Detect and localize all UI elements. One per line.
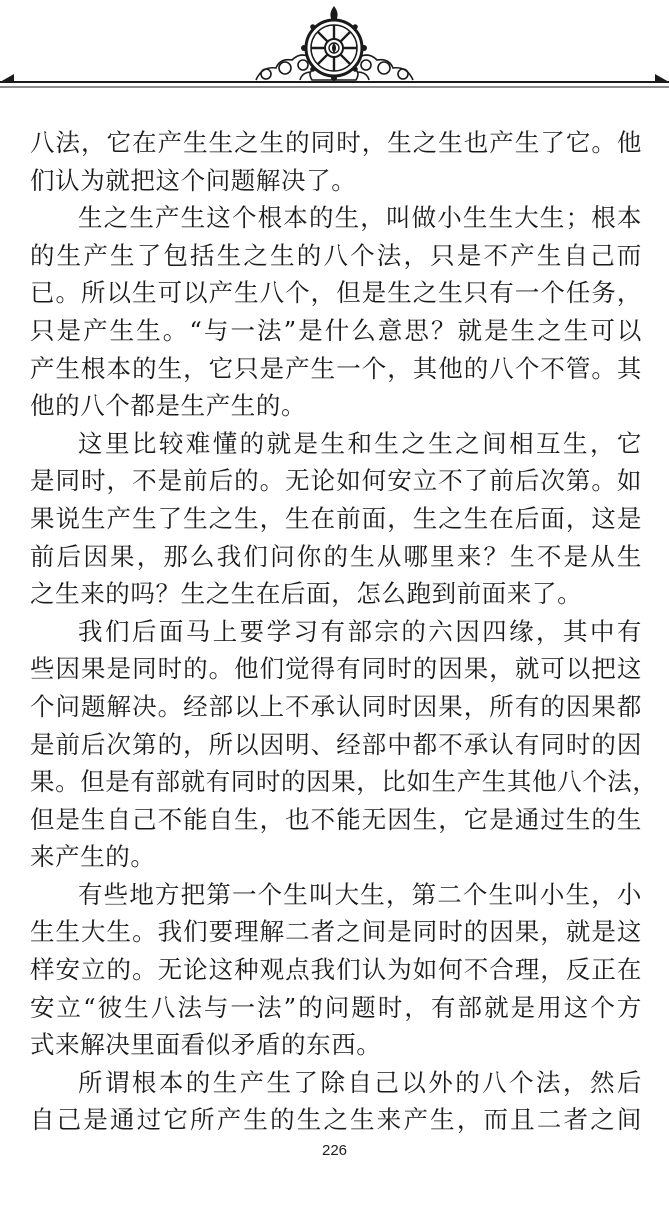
text-line: 前后因果，那么我们问你的生从哪里来？生不是从生	[30, 541, 642, 571]
text-line: 是同时，不是前后的。无论如何安立不了前后次第。如	[30, 466, 642, 496]
text-line: 个问题解决。经部以上不承认同时因果，所有的因果都	[30, 691, 642, 721]
text-line: 他的八个都是生产生的。	[30, 391, 307, 421]
text-line: 所谓根本的生产生了除自己以外的八个法，然后	[78, 1067, 642, 1097]
paragraph	[30, 1064, 642, 1139]
page-body	[30, 124, 658, 1139]
text-line: 八法，它在产生生之生的同时，生之生也产生了它。他	[30, 128, 642, 157]
text-line: 式来解决里面看似矛盾的东西。	[30, 1030, 382, 1060]
text-line: 果说生产生了生之生，生在前面，生之生在后面，这是	[30, 503, 642, 533]
paragraph	[30, 124, 642, 199]
text-line: 的生产生了包括生之生的八个法，只是不产生自己而	[30, 240, 642, 270]
text-line: 这里比较难懂的就是生和生之生之间相互生，它	[78, 428, 642, 458]
text-line: 生生大生。我们要理解二者之间是同时的因果，就是这	[30, 917, 642, 947]
text-line: 些因果是同时的。他们觉得有同时的因果，就可以把这	[30, 654, 642, 684]
text-line: 产生根本的生，它只是产生一个，其他的八个不管。其	[30, 353, 642, 383]
text-line: 我们后面马上要学习有部宗的六因四缘，其中有	[78, 616, 642, 646]
text-line: 有些地方把第一个生叫大生，第二个生叫小生，小	[78, 879, 642, 909]
text-line: 来产生的。	[30, 842, 156, 872]
text-line: 是前后次第的，所以因明、经部中都不承认有同时的因	[30, 729, 642, 759]
text-line: 只是产生生。“与一法”是什么意思？就是生之生可以	[30, 315, 642, 345]
cloud-scroll-left-icon	[256, 55, 314, 80]
paragraph	[30, 199, 642, 425]
page-number: 226	[321, 1142, 348, 1159]
paragraph	[30, 876, 642, 1064]
text-line: 们认为就把这个问题解决了。	[30, 165, 357, 195]
text-line: 果。但是有部就有同时的因果，比如生产生其他八个法，	[30, 767, 658, 797]
dharma-wheel-icon	[301, 6, 367, 81]
text-line: 自己是通过它所产生的生之生来产生，而且二者之间	[30, 1105, 642, 1135]
text-line: 生之生产生这个根本的生，叫做小生生大生；根本	[78, 203, 642, 233]
text-line: 安立“彼生八法与一法”的问题时，有部就是用这个方	[30, 992, 642, 1022]
cloud-scroll-right-icon	[355, 55, 413, 80]
text-line: 样安立的。无论这种观点我们认为如何不合理，反正在	[30, 955, 642, 985]
text-line: 但是生自己不能自生，也不能无因生，它是通过生的生	[30, 804, 642, 834]
paragraph	[30, 613, 658, 876]
header-ornament	[0, 0, 669, 110]
paragraph	[30, 425, 642, 613]
text-line: 已。所以生可以产生八个，但是生之生只有一个任务，	[30, 278, 642, 308]
text-line: 之生来的吗？生之生在后面，怎么跑到前面来了。	[30, 579, 583, 609]
page-header	[0, 0, 669, 110]
